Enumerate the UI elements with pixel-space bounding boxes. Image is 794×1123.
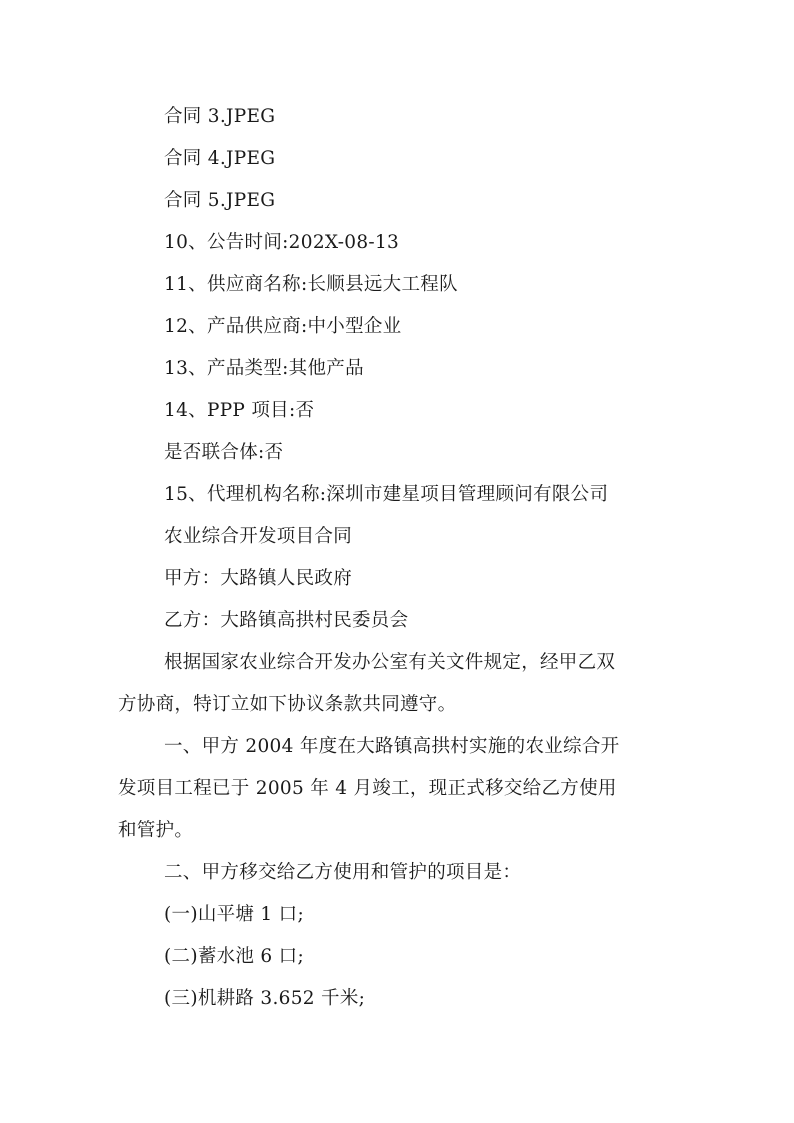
paragraph-intro-line-2: 方协商，特订立如下协议条款共同遵守。 (118, 694, 457, 715)
agency-name: 15、代理机构名称:深圳市建星项目管理顾问有限公司 (164, 484, 609, 505)
contract-title: 农业综合开发项目合同 (164, 526, 353, 547)
clause-1-line-3: 和管护。 (118, 820, 194, 841)
announcement-time: 10、公告时间:202X-08-13 (164, 232, 400, 253)
clause-2: 二、甲方移交给乙方使用和管护的项目是： (164, 862, 522, 883)
product-supplier: 12、产品供应商:中小型企业 (164, 316, 402, 337)
ppp-project: 14、PPP 项目:否 (164, 400, 315, 421)
supplier-name: 11、供应商名称:长顺县远大工程队 (164, 274, 458, 295)
party-b: 乙方：大路镇高拱村民委员会 (164, 610, 409, 631)
item-3: (三)机耕路 3.652 千米; (164, 988, 366, 1009)
joint-venture: 是否联合体:否 (164, 442, 284, 463)
product-type: 13、产品类型:其他产品 (164, 358, 364, 379)
item-1: (一)山平塘 1 口; (164, 904, 304, 925)
attachment-contract-3: 合同 3.JPEG (164, 106, 276, 127)
item-2: (二)蓄水池 6 口; (164, 946, 304, 967)
paragraph-intro-line-1: 根据国家农业综合开发办公室有关文件规定，经甲乙双 (164, 652, 616, 673)
party-a: 甲方：大路镇人民政府 (164, 568, 353, 589)
clause-1-line-1: 一、甲方 2004 年度在大路镇高拱村实施的农业综合开 (164, 736, 620, 757)
attachment-contract-5: 合同 5.JPEG (164, 190, 276, 211)
clause-1-line-2: 发项目工程已于 2005 年 4 月竣工，现正式移交给乙方使用 (118, 778, 617, 799)
attachment-contract-4: 合同 4.JPEG (164, 148, 276, 169)
